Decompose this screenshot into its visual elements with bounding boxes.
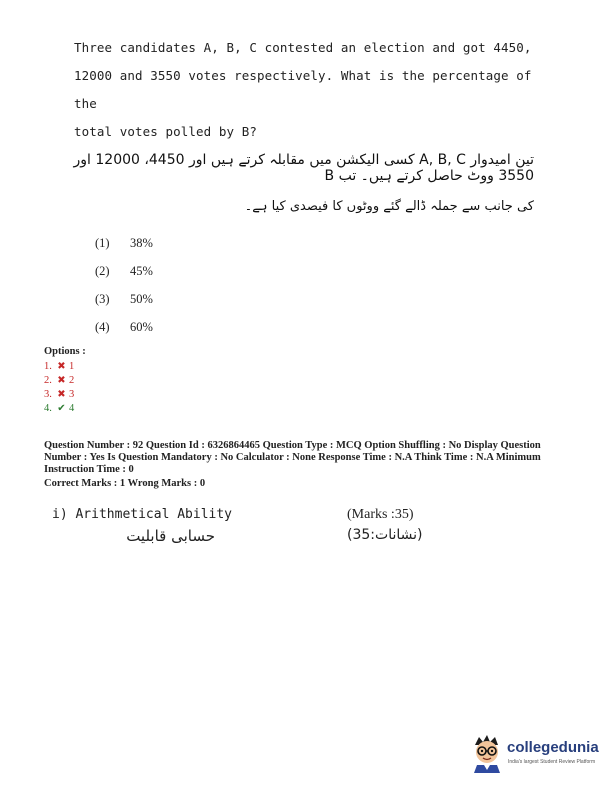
question-urdu-line-1: تین امیدوار A, B, C کسی الیکشن میں مقابلہ کرتے ہیں اور 4450، 12000 اور 3550 ووٹ حاصل کرتے ہیں۔ تب B [73,152,534,184]
result-row-4 [44,401,86,415]
result-value: 1 [69,360,75,372]
option-text: 60% [130,319,153,334]
wrong-icon: ✖ [57,388,66,400]
option-4 [95,313,153,341]
result-value: 2 [69,374,75,386]
section-marks: (Marks :35) [347,507,414,522]
result-row-1 [44,359,86,373]
section-title-urdu: حسابی قابلیت [126,527,215,545]
question-metadata [44,440,554,476]
mascot-icon [470,733,504,773]
option-text: 50% [130,291,153,306]
logo-tagline: India's largest Student Review Platform [508,759,596,765]
correct-icon: ✔ [57,402,66,414]
metadata-text: Question Number : 92 Question Id : 6326864465 Question Type : MCQ Option Shuffling : No Display Question Number : Yes Is Question Mandatory : No Calculator : None Response Time : N.A Think Time : N.A Minimum Instruction Time : 0 [44,440,541,475]
result-row-3 [44,387,86,401]
logo-name: collegedunia [507,739,599,756]
result-number: 3. [44,388,52,400]
wrong-icon: ✖ [57,360,66,372]
options-results [44,346,86,415]
option-2 [95,257,153,285]
result-number: 4. [44,402,52,414]
result-value: 4 [69,402,75,414]
result-row-2 [44,373,86,387]
section-marks-urdu: (نشانات:35) [347,527,423,543]
option-1 [95,229,153,257]
wrong-icon: ✖ [57,374,66,386]
question-urdu-line-2: کی جانب سے جملہ ڈالے گئے ووٹوں کا فیصدی کیا ہے۔ [244,199,534,214]
option-text: 38% [130,235,153,250]
option-3 [95,285,153,313]
result-value: 3 [69,388,75,400]
marks-info: Correct Marks : 1 Wrong Marks : 0 [44,478,206,489]
option-number: (4) [95,319,110,334]
result-number: 1. [44,360,52,372]
answer-options [95,229,153,341]
collegedunia-logo [470,733,610,777]
option-text: 45% [130,263,153,278]
option-number: (2) [95,263,110,278]
result-number: 2. [44,374,52,386]
section-title: i) Arithmetical Ability [52,507,233,522]
options-heading: Options : [44,346,86,357]
option-number: (1) [95,235,110,250]
question-english: Three candidates A, B, C contested an election and got 4450, 12000 and 3550 votes respectively. What is the percentage of the total votes polled by B? [74,40,532,139]
option-number: (3) [95,291,110,306]
